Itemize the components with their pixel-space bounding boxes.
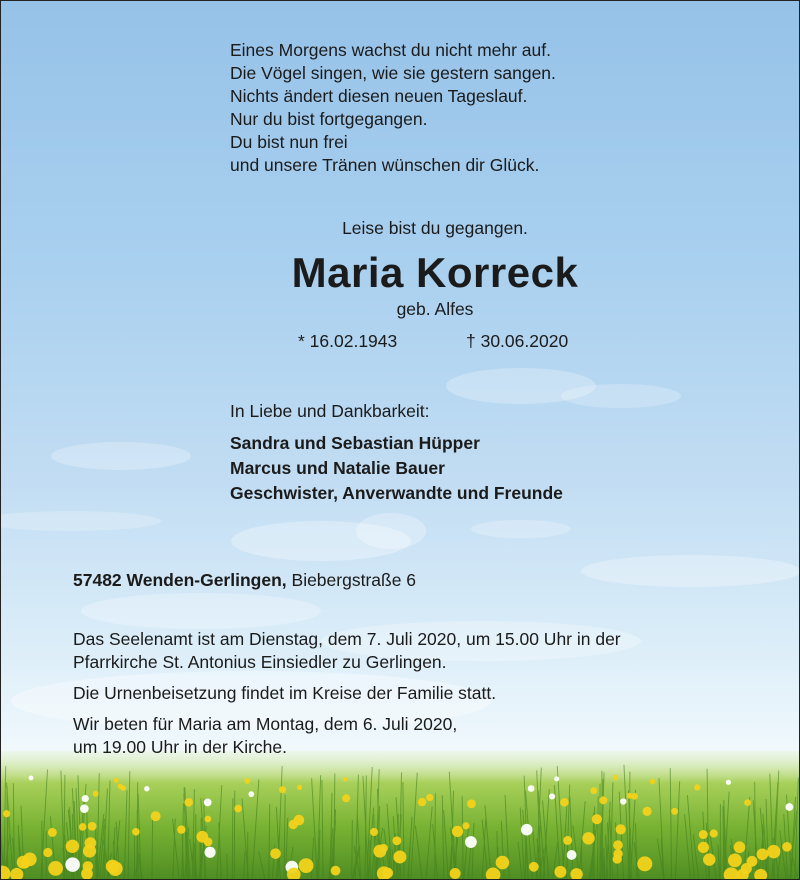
poem-line: Eines Morgens wachst du nicht mehr auf.: [230, 40, 551, 60]
prayer-line: um 19.00 Uhr in der Kirche.: [73, 737, 287, 757]
poem-line: Du bist nun frei: [230, 132, 348, 152]
address-street: Biebergstraße 6: [291, 570, 417, 590]
poem-line: Die Vögel singen, wie sie gestern sangen.: [230, 63, 556, 83]
birth-date: * 16.02.1943: [298, 331, 398, 351]
birth-name: geb. Alfes: [396, 299, 474, 319]
thanks-line: In Liebe und Dankbarkeit:: [230, 401, 430, 421]
poem-line: Nur du bist fortgegangen.: [230, 109, 428, 129]
meadow-illustration: [1, 751, 799, 879]
poem-line: und unsere Tränen wünschen dir Glück.: [230, 155, 540, 175]
poem-line: Nichts ändert diesen neuen Tageslauf.: [230, 86, 528, 106]
mourner: Geschwister, Anverwandte und Freunde: [230, 483, 563, 503]
prayer-info: [73, 713, 457, 759]
address-city: 57482 Wenden-Gerlingen,: [73, 570, 287, 590]
poem: [230, 39, 556, 177]
intro-line: Leise bist du gegangen.: [342, 218, 528, 238]
deceased-name: Maria Korreck: [291, 249, 579, 296]
urn-info: Die Urnenbeisetzung findet im Kreise der Familie statt.: [73, 683, 497, 703]
mourner: Marcus und Natalie Bauer: [230, 458, 445, 478]
prayer-line: Wir beten für Maria am Montag, dem 6. Juli 2020,: [73, 714, 458, 734]
requiem-line: Das Seelenamt ist am Dienstag, dem 7. Juli 2020, um 15.00 Uhr in der: [73, 629, 621, 649]
requiem-info: [73, 628, 621, 674]
address: [73, 570, 416, 591]
requiem-line: Pfarrkirche St. Antonius Einsiedler zu Gerlingen.: [73, 652, 447, 672]
life-dates: [298, 331, 569, 352]
mourners-list: [230, 431, 563, 506]
mourner: Sandra und Sebastian Hüpper: [230, 433, 480, 453]
death-date: † 30.06.2020: [466, 331, 569, 351]
